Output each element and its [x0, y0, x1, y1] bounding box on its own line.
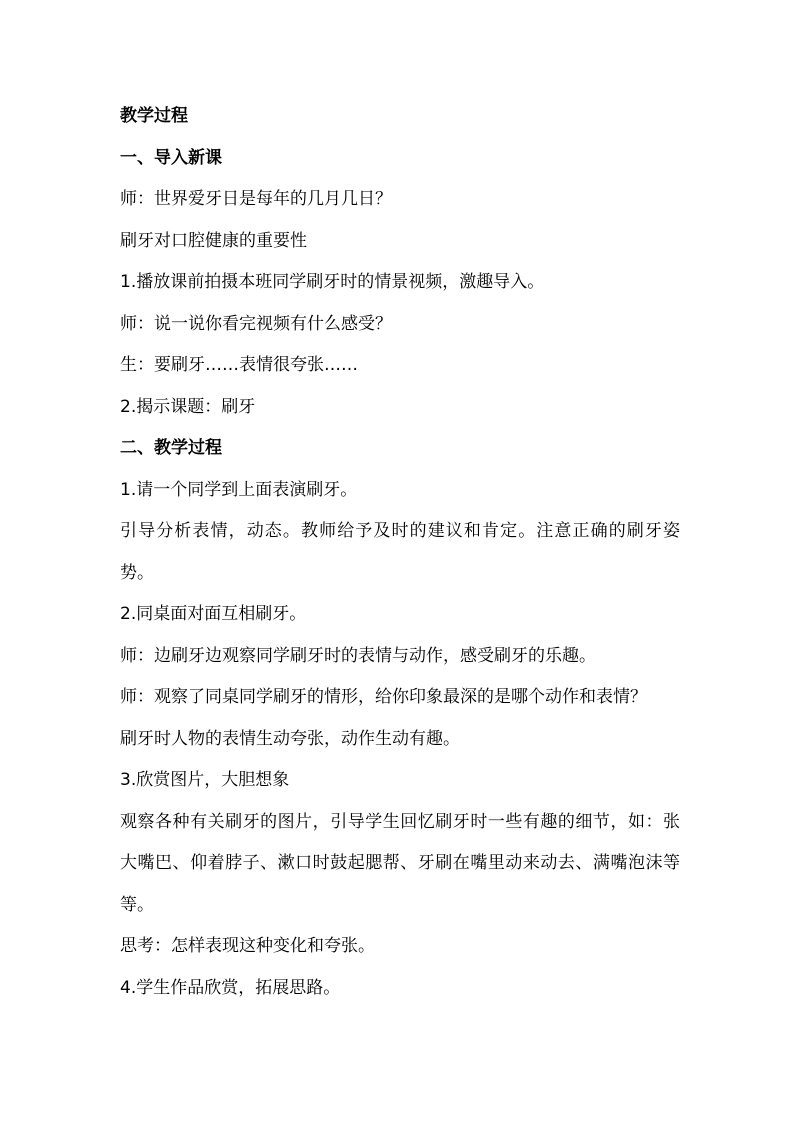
paragraph: 刷牙时人物的表情生动夸张，动作生动有趣。 [120, 728, 460, 749]
paragraph: 思考：怎样表现这种变化和夸张。 [120, 936, 375, 956]
paragraph: 2.同桌面对面互相刷牙。 [120, 604, 307, 624]
section-heading-process: 二、教学过程 [120, 438, 222, 458]
section-heading-import: 一、导入新课 [120, 147, 222, 168]
paragraph: 2.揭示课题：刷牙 [120, 396, 256, 417]
paragraph: 师：说一说你看完视频有什么感受？ [120, 313, 392, 334]
paragraph: 4.学生作品欣赏，拓展思路。 [120, 977, 341, 998]
document-page [120, 96, 680, 1009]
paragraph: 引导分析表情，动态。教师给予及时的建议和肯定。注意正确的刷牙姿势。 [120, 521, 680, 583]
paragraph: 师：边刷牙边观察同学刷牙时的表情与动作，感受刷牙的乐趣。 [120, 645, 596, 666]
document-title: 教学过程 [120, 106, 188, 126]
paragraph: 刷牙对口腔健康的重要性 [120, 230, 307, 251]
paragraph: 生：要刷牙……表情很夸张…… [120, 355, 358, 375]
paragraph: 师：观察了同桌同学刷牙的情形，给你印象最深的是哪个动作和表情？ [120, 687, 647, 707]
paragraph: 1.请一个同学到上面表演刷牙。 [120, 479, 358, 500]
paragraph: 师：世界爱牙日是每年的几月几日？ [120, 189, 392, 209]
paragraph: 观察各种有关刷牙的图片，引导学生回忆刷牙时一些有趣的细节，如：张大嘴巴、仰着脖子、漱口时鼓起腮帮、牙刷在嘴里动来动去、满嘴泡沫等等。 [120, 811, 680, 915]
paragraph: 3.欣赏图片，大胆想象 [120, 770, 290, 790]
paragraph: 1.播放课前拍摄本班同学刷牙时的情景视频，激趣导入。 [120, 272, 545, 292]
